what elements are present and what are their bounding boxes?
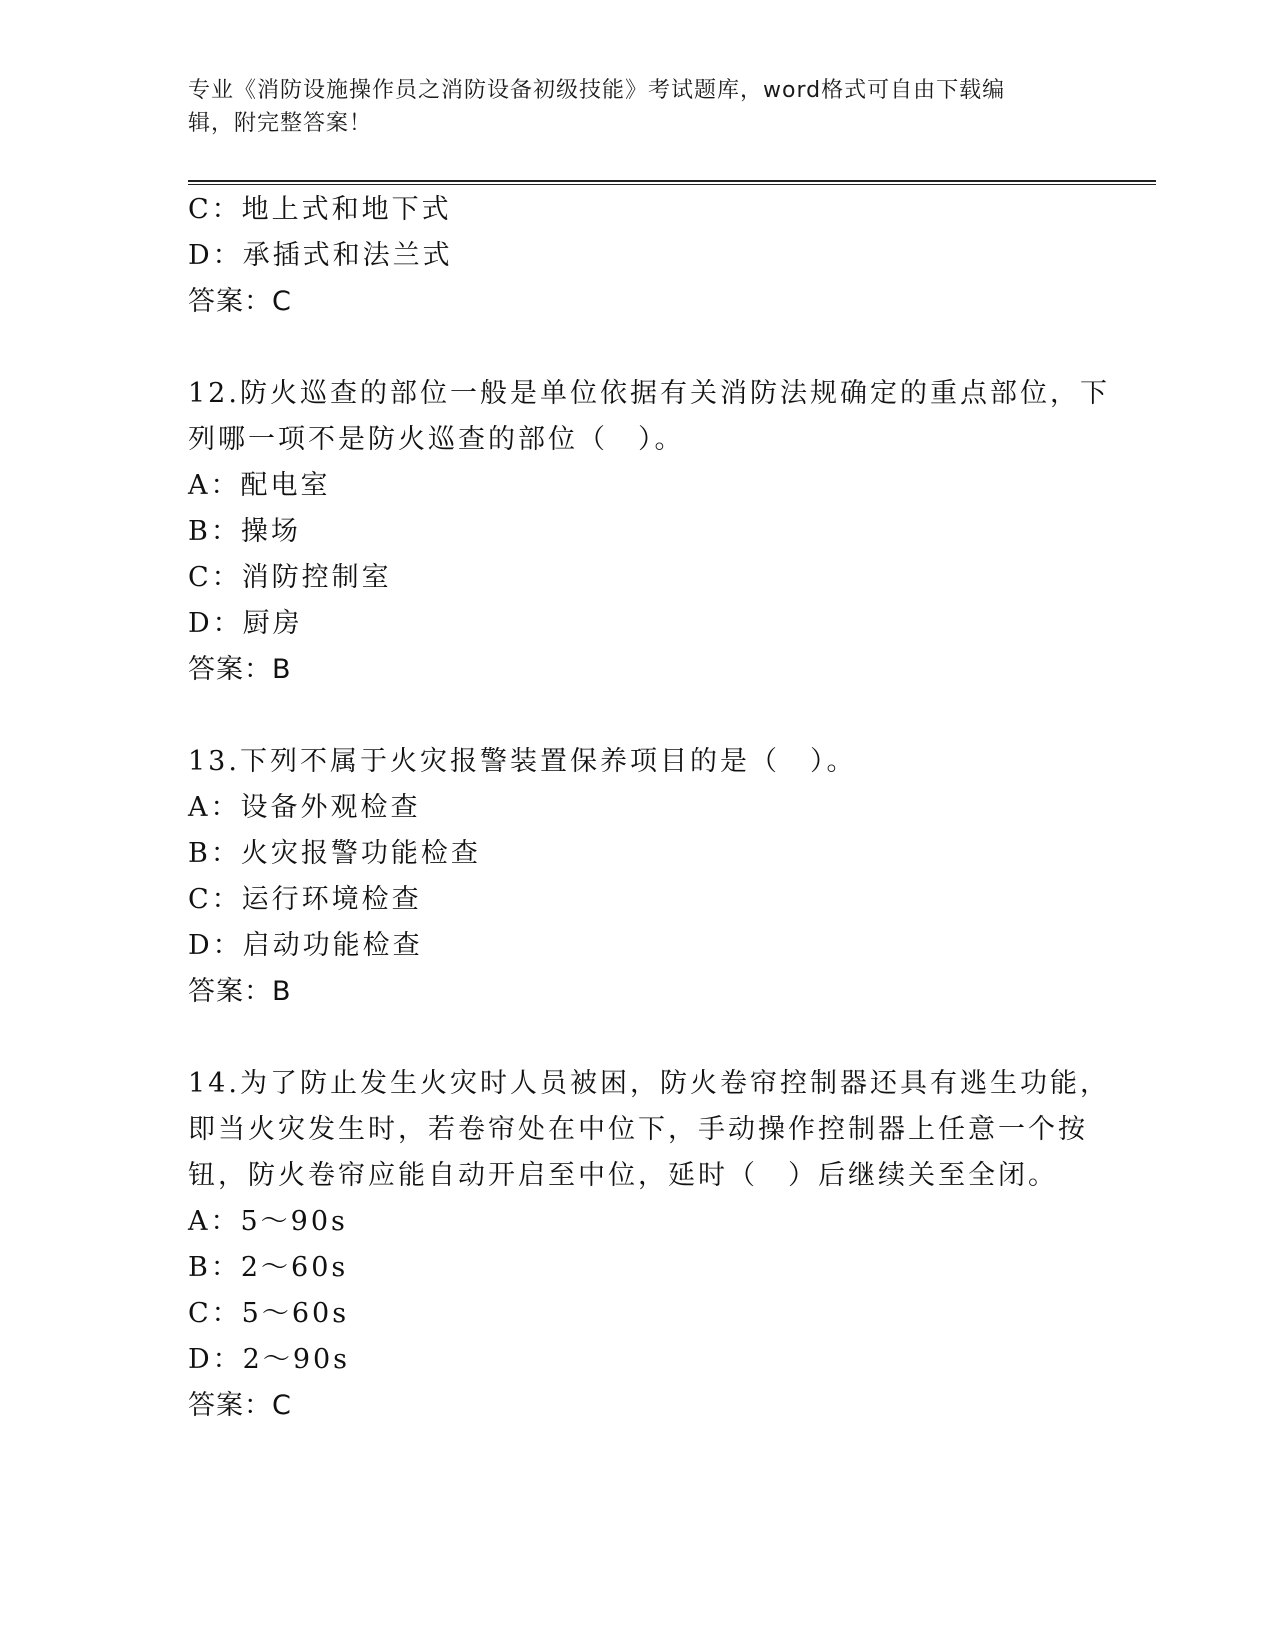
option-d: D：厨房 — [188, 608, 303, 639]
option-b: B：火灾报警功能检查 — [188, 838, 481, 869]
document-body — [188, 187, 1110, 1429]
question-stem-line: 12.防火巡查的部位一般是单位依据有关消防法规确定的重点部位，下 — [188, 378, 1110, 409]
option-c: C：运行环境检查 — [188, 884, 422, 915]
option-b: B：操场 — [188, 516, 301, 547]
option-a: A：配电室 — [188, 470, 331, 501]
option-a: A：设备外观检查 — [188, 792, 421, 823]
question-14 — [188, 1061, 1110, 1429]
question-stem-line: 列哪一项不是防火巡查的部位（ ）。 — [188, 424, 685, 455]
question-spacer — [188, 325, 1088, 371]
option-d: D：承插式和法兰式 — [188, 240, 453, 271]
question-13 — [188, 739, 1088, 1015]
answer-line: 答案：C — [188, 1390, 292, 1421]
question-stem-line: 即当火灾发生时，若卷帘处在中位下，手动操作控制器上任意一个按 — [188, 1114, 1088, 1145]
header-line-1: 专业《消防设施操作员之消防设备初级技能》考试题库，word格式可自由下载编 — [188, 78, 1006, 103]
question-stem-line: 钮，防火卷帘应能自动开启至中位，延时（ ）后继续关至全闭。 — [188, 1160, 1058, 1191]
document-header — [188, 74, 1068, 140]
option-d: D：启动功能检查 — [188, 930, 423, 961]
header-rule-thick — [188, 180, 1156, 182]
header-line-2: 辑，附完整答案！ — [188, 111, 373, 136]
option-c: C：地上式和地下式 — [188, 194, 452, 225]
answer-line: 答案：B — [188, 654, 292, 685]
header-rule-thin — [188, 184, 1156, 185]
question-11-tail — [188, 187, 1088, 325]
question-spacer — [188, 693, 1088, 739]
question-spacer — [188, 1015, 1088, 1061]
answer-line: 答案：C — [188, 286, 292, 317]
option-c: C：消防控制室 — [188, 562, 392, 593]
answer-line: 答案：B — [188, 976, 292, 1007]
option-a: A：5～90s — [188, 1206, 348, 1237]
option-c: C：5～60s — [188, 1298, 350, 1329]
question-12 — [188, 371, 1110, 693]
option-b: B：2～60s — [188, 1252, 349, 1283]
question-stem-line: 13.下列不属于火灾报警装置保养项目的是（ ）。 — [188, 746, 857, 777]
option-d: D：2～90s — [188, 1344, 351, 1375]
question-stem-line: 14.为了防止发生火灾时人员被困，防火卷帘控制器还具有逃生功能， — [188, 1068, 1110, 1099]
